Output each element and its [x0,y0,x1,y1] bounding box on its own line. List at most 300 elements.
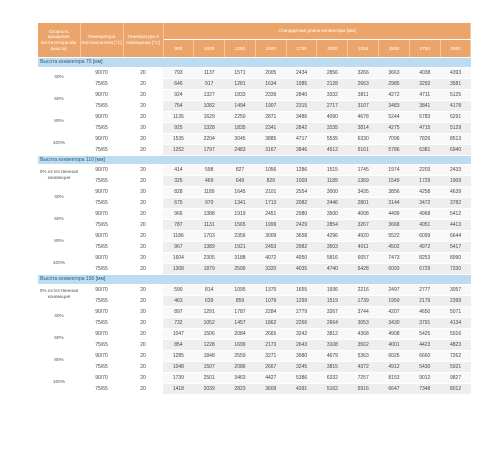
power-value-cell: 2982 [286,242,317,253]
power-value-cell: 3856 [379,187,410,198]
power-value-cell: 3108 [317,339,348,350]
power-value-cell: 3782 [440,198,471,209]
power-value-cell: 4972 [409,242,440,253]
power-value-cell: 649 [225,176,256,187]
table-row [38,144,471,155]
power-value-cell: 5125 [440,89,471,100]
power-value-cell: 3791 [409,317,440,328]
power-value-cell: 3242 [286,328,317,339]
power-value-cell: 2084 [225,328,256,339]
convector-power-table [38,23,471,395]
header-length-3000: 3000 [440,40,471,58]
table-row [38,78,471,89]
power-value-cell: 4035 [286,264,317,275]
power-value-cell: 646 [163,78,194,89]
power-value-cell: 8153 [379,372,410,383]
power-value-cell: 5162 [317,383,348,394]
power-value-cell: 3500 [317,209,348,220]
power-value-cell: 6940 [440,144,471,155]
power-value-cell: 5535 [317,133,348,144]
power-value-cell: 2039 [194,383,225,394]
power-value-cell: 4072 [255,253,286,264]
power-value-cell: 1375 [255,284,286,295]
power-value-cell: 2985 [379,78,410,89]
coolant-temp-cell: 75/65 [80,144,123,155]
power-value-cell: 4001 [379,339,410,350]
power-value-cell: 7330 [440,264,471,275]
power-value-cell: 2483 [225,144,256,155]
room-temp-cell: 20 [123,231,163,242]
power-value-cell: 4372 [348,361,379,372]
power-value-cell: 7257 [348,372,379,383]
power-value-cell: 3167 [255,144,286,155]
coolant-temp-cell: 90/70 [80,306,123,317]
table-row [38,361,471,372]
room-temp-cell: 20 [123,100,163,111]
power-value-cell: 4413 [440,220,471,231]
coolant-temp-cell: 90/70 [80,89,123,100]
power-value-cell: 4207 [379,306,410,317]
power-value-cell: 2501 [194,372,225,383]
table-row [38,295,471,306]
power-value-cell: 6381 [409,144,440,155]
power-value-cell: 7262 [440,350,471,361]
power-value-cell: 1571 [225,67,256,78]
table-row [38,89,471,100]
power-value-cell: 1645 [225,187,256,198]
header-length-800: 800 [163,40,194,58]
power-value-cell: 2446 [317,198,348,209]
fan-speed-cell: 40% [38,187,80,209]
coolant-temp-cell: 90/70 [80,284,123,295]
power-value-cell: 4717 [286,133,317,144]
room-temp-cell: 20 [123,78,163,89]
power-value-cell: 814 [194,284,225,295]
power-value-cell: 2667 [255,361,286,372]
power-value-cell: 4678 [348,111,379,122]
power-value-cell: 1835 [225,122,256,133]
power-value-cell: 5129 [440,122,471,133]
power-value-cell: 3815 [317,361,348,372]
table-row [38,220,471,231]
power-value-cell: 4715 [409,122,440,133]
room-temp-cell: 20 [123,264,163,275]
power-value-cell: 2856 [317,67,348,78]
section-header-row [38,58,471,68]
power-value-cell: 3430 [379,317,410,328]
power-value-cell: 2284 [255,306,286,317]
table-row [38,111,471,122]
power-value-cell: 3663 [379,67,410,78]
power-value-cell: 3841 [409,100,440,111]
power-value-cell: 3267 [348,220,379,231]
power-value-cell: 732 [163,317,194,328]
power-value-cell: 6660 [409,350,440,361]
power-value-cell: 2101 [255,187,286,198]
power-value-cell: 1919 [225,209,256,220]
power-value-cell: 4650 [409,306,440,317]
power-value-cell: 3814 [348,122,379,133]
power-value-cell: 2453 [255,242,286,253]
power-value-cell: 859 [225,295,256,306]
power-value-cell: 1797 [194,144,225,155]
power-value-cell: 2554 [286,187,317,198]
header-length-2250: 2250 [348,40,379,58]
power-value-cell: 1056 [255,165,286,176]
power-value-cell: 2871 [255,111,286,122]
power-value-cell: 4011 [348,242,379,253]
power-value-cell: 1739 [348,295,379,306]
power-value-cell: 7473 [379,253,410,264]
section-title: Высота конвектора 110 [мм] [38,155,471,165]
power-value-cell: 8990 [440,253,471,264]
room-temp-cell: 20 [123,339,163,350]
coolant-temp-cell: 90/70 [80,209,123,220]
power-value-cell: 1629 [194,111,225,122]
power-value-cell: 5783 [409,111,440,122]
power-value-cell: 1327 [194,89,225,100]
coolant-temp-cell: 90/70 [80,253,123,264]
power-value-cell: 917 [194,78,225,89]
power-value-cell: 5916 [440,328,471,339]
power-value-cell: 1833 [225,89,256,100]
power-value-cell: 5430 [409,361,440,372]
power-value-cell: 6332 [317,372,348,383]
power-value-cell: 3107 [348,100,379,111]
table-row [38,372,471,383]
power-value-cell: 5425 [409,328,440,339]
power-value-cell: 2663 [348,78,379,89]
power-value-cell: 4391 [286,383,317,394]
power-value-cell: 754 [163,100,194,111]
power-value-cell: 639 [194,295,225,306]
power-value-cell: 1879 [194,264,225,275]
power-value-cell: 5916 [348,383,379,394]
power-value-cell: 1519 [317,295,348,306]
room-temp-cell: 20 [123,209,163,220]
power-value-cell: 3045 [225,133,256,144]
power-value-cell: 1009 [286,176,317,187]
power-value-cell: 4178 [440,100,471,111]
power-value-cell: 325 [163,176,194,187]
power-value-cell: 1745 [348,165,379,176]
section-title: Высота конвектора 75 [мм] [38,58,471,68]
power-value-cell: 2216 [348,284,379,295]
table-row [38,198,471,209]
table-row [38,253,471,264]
section-header-row [38,155,471,165]
room-temp-cell: 20 [123,383,163,394]
power-value-cell: 3435 [348,187,379,198]
header-length-2000: 2000 [317,40,348,58]
power-value-cell: 5428 [348,264,379,275]
power-value-cell: 3658 [286,231,317,242]
power-value-cell: 3668 [379,220,410,231]
table-row [38,284,471,295]
power-value-cell: 1634 [255,78,286,89]
power-value-cell: 7826 [409,133,440,144]
power-value-cell: 1389 [194,242,225,253]
power-value-cell: 1299 [286,295,317,306]
room-temp-cell: 20 [123,317,163,328]
power-value-cell: 2779 [286,306,317,317]
power-value-cell: 4711 [409,89,440,100]
coolant-temp-cell: 90/70 [80,372,123,383]
table-row [38,317,471,328]
power-value-cell: 3812 [317,328,348,339]
coolant-temp-cell: 90/70 [80,111,123,122]
power-value-cell: 4950 [286,253,317,264]
room-temp-cell: 20 [123,242,163,253]
coolant-temp-cell: 90/70 [80,165,123,176]
table-row [38,67,471,78]
power-value-cell: 1506 [194,328,225,339]
table-row [38,209,471,220]
power-value-cell: 4275 [379,122,410,133]
coolant-temp-cell: 90/70 [80,328,123,339]
power-value-cell: 1787 [225,306,256,317]
coolant-temp-cell: 75/65 [80,78,123,89]
table-row [38,133,471,144]
room-temp-cell: 20 [123,176,163,187]
header-length-1250: 1250 [225,40,256,58]
coolant-temp-cell: 75/65 [80,339,123,350]
header-length-1500: 1500 [255,40,286,58]
power-value-cell: 5244 [379,111,410,122]
room-temp-cell: 20 [123,89,163,100]
power-value-cell: 7096 [379,133,410,144]
coolant-temp-cell: 90/70 [80,231,123,242]
room-temp-cell: 20 [123,67,163,78]
header-standard-length: Стандартная длина конвектора [мм] [163,23,471,40]
power-value-cell: 4051 [409,220,440,231]
power-value-cell: 1189 [194,187,225,198]
power-value-cell: 4427 [255,372,286,383]
room-temp-cell: 20 [123,253,163,264]
coolant-temp-cell: 90/70 [80,133,123,144]
power-value-cell: 970 [194,198,225,209]
power-value-cell: 4740 [317,264,348,275]
header-length-1000: 1000 [194,40,225,58]
power-value-cell: 4134 [440,317,471,328]
power-value-cell: 2840 [286,89,317,100]
power-value-cell: 1095 [225,284,256,295]
power-value-cell: 2717 [317,100,348,111]
power-value-cell: 8012 [440,383,471,394]
power-value-cell: 4512 [317,144,348,155]
power-value-cell: 9827 [440,372,471,383]
power-value-cell: 1565 [225,220,256,231]
coolant-temp-cell: 90/70 [80,187,123,198]
power-value-cell: 1507 [194,361,225,372]
power-value-cell: 5816 [317,253,348,264]
power-value-cell: 1999 [255,220,286,231]
room-temp-cell: 20 [123,350,163,361]
section-title: Высота конвектора 150 [мм] [38,275,471,285]
power-value-cell: 6291 [440,111,471,122]
power-value-cell: 1862 [255,317,286,328]
power-value-cell: 5786 [379,144,410,155]
fan-speed-cell: 40% [38,67,80,89]
section-header-row [38,275,471,285]
power-value-cell: 2250 [225,111,256,122]
power-value-cell: 1985 [286,78,317,89]
header-length-2750: 2750 [409,40,440,58]
power-value-cell: 2497 [379,284,410,295]
power-value-cell: 2356 [225,231,256,242]
power-value-cell: 5522 [379,231,410,242]
room-temp-cell: 20 [123,284,163,295]
power-value-cell: 1909 [440,176,471,187]
coolant-temp-cell: 75/65 [80,122,123,133]
power-value-cell: 3486 [286,111,317,122]
power-value-cell: 2434 [286,67,317,78]
coolant-temp-cell: 75/65 [80,295,123,306]
power-value-cell: 1291 [194,306,225,317]
power-value-cell: 5071 [440,306,471,317]
power-value-cell: 6729 [409,264,440,275]
coolant-temp-cell: 75/65 [80,242,123,253]
power-value-cell: 3846 [286,144,317,155]
fan-speed-cell: 60% [38,328,80,350]
power-value-cell: 2664 [317,317,348,328]
power-value-cell: 2429 [286,220,317,231]
room-temp-cell: 20 [123,198,163,209]
power-value-cell: 4423 [409,339,440,350]
power-value-cell: 2005 [255,67,286,78]
power-value-cell: 8513 [440,133,471,144]
power-value-cell: 4908 [379,328,410,339]
power-value-cell: 3188 [225,253,256,264]
fan-speed-cell: 80% [38,231,80,253]
room-temp-cell: 20 [123,361,163,372]
power-value-cell: 4368 [348,328,379,339]
coolant-temp-cell: 75/65 [80,317,123,328]
power-value-cell: 2173 [255,339,286,350]
room-temp-cell: 20 [123,122,163,133]
power-value-cell: 5417 [440,242,471,253]
coolant-temp-cell: 75/65 [80,176,123,187]
power-value-cell: 3009 [255,231,286,242]
power-value-cell: 4038 [409,67,440,78]
coolant-temp-cell: 75/65 [80,220,123,231]
coolant-temp-cell: 75/65 [80,198,123,209]
power-value-cell: 2339 [255,89,286,100]
power-value-cell: 829 [255,176,286,187]
power-value-cell: 4272 [379,89,410,100]
power-value-cell: 2266 [286,317,317,328]
power-value-cell: 414 [163,165,194,176]
power-value-cell: 925 [163,122,194,133]
power-value-cell: 3267 [317,306,348,317]
power-value-cell: 6657 [348,253,379,264]
power-value-cell: 9012 [409,372,440,383]
table-row [38,328,471,339]
power-value-cell: 1252 [163,144,194,155]
power-value-cell: 2433 [440,165,471,176]
power-value-cell: 1739 [163,372,194,383]
power-value-cell: 1286 [286,165,317,176]
power-value-cell: 6644 [440,231,471,242]
table-row [38,306,471,317]
power-value-cell: 1535 [163,133,194,144]
fan-speed-cell: 100% [38,372,80,394]
power-value-cell: 967 [163,242,194,253]
power-value-cell: 2399 [440,295,471,306]
power-value-cell: 854 [163,339,194,350]
power-value-cell: 4499 [379,209,410,220]
power-value-cell: 1328 [194,122,225,133]
power-value-cell: 5921 [440,361,471,372]
room-temp-cell: 20 [123,144,163,155]
coolant-temp-cell: 75/65 [80,383,123,394]
power-value-cell: 1369 [348,176,379,187]
power-value-cell: 2128 [317,78,348,89]
power-value-cell: 4258 [409,187,440,198]
room-temp-cell: 20 [123,187,163,198]
power-value-cell: 3811 [348,89,379,100]
room-temp-cell: 20 [123,306,163,317]
power-value-cell: 2980 [286,209,317,220]
coolant-temp-cell: 75/65 [80,264,123,275]
power-value-cell: 6330 [348,133,379,144]
power-value-cell: 2842 [286,122,317,133]
table-row [38,187,471,198]
coolant-temp-cell: 90/70 [80,350,123,361]
power-value-cell: 2204 [194,133,225,144]
power-value-cell: 1048 [163,361,194,372]
power-value-cell: 6647 [379,383,410,394]
power-value-cell: 1388 [194,209,225,220]
power-value-cell: 1137 [194,67,225,78]
power-value-cell: 1604 [163,253,194,264]
power-value-cell: 3053 [348,317,379,328]
power-value-cell: 1936 [317,284,348,295]
power-value-cell: 1494 [225,100,256,111]
power-value-cell: 1082 [194,100,225,111]
power-value-cell: 463 [163,295,194,306]
fan-speed-cell: 100% [38,253,80,275]
table-body [38,58,471,395]
power-value-cell: 2559 [225,350,256,361]
fan-speed-cell: 100% [38,133,80,155]
table-row [38,350,471,361]
header-length-1750: 1750 [286,40,317,58]
power-value-cell: 1549 [379,176,410,187]
power-value-cell: 3744 [348,306,379,317]
room-temp-cell: 20 [123,133,163,144]
power-value-cell: 3609 [255,383,286,394]
power-value-cell: 1047 [163,328,194,339]
power-value-cell: 966 [163,209,194,220]
power-value-cell: 6025 [379,350,410,361]
table-row [38,231,471,242]
power-value-cell: 897 [163,306,194,317]
fan-speed-cell: 60% [38,89,80,111]
power-value-cell: 3980 [286,350,317,361]
fan-speed-cell: 0% естественная конвекция [38,284,80,306]
header-room-temp: Температура в помещении [°C] [123,23,163,58]
power-value-cell: 4968 [409,209,440,220]
power-value-cell: 4502 [379,242,410,253]
power-value-cell: 3463 [225,372,256,383]
power-value-cell: 4639 [440,187,471,198]
power-value-cell: 469 [194,176,225,187]
power-value-cell: 1907 [255,100,286,111]
power-value-cell: 2801 [348,198,379,209]
power-value-cell: 4008 [348,209,379,220]
power-value-cell: 1281 [225,78,256,89]
